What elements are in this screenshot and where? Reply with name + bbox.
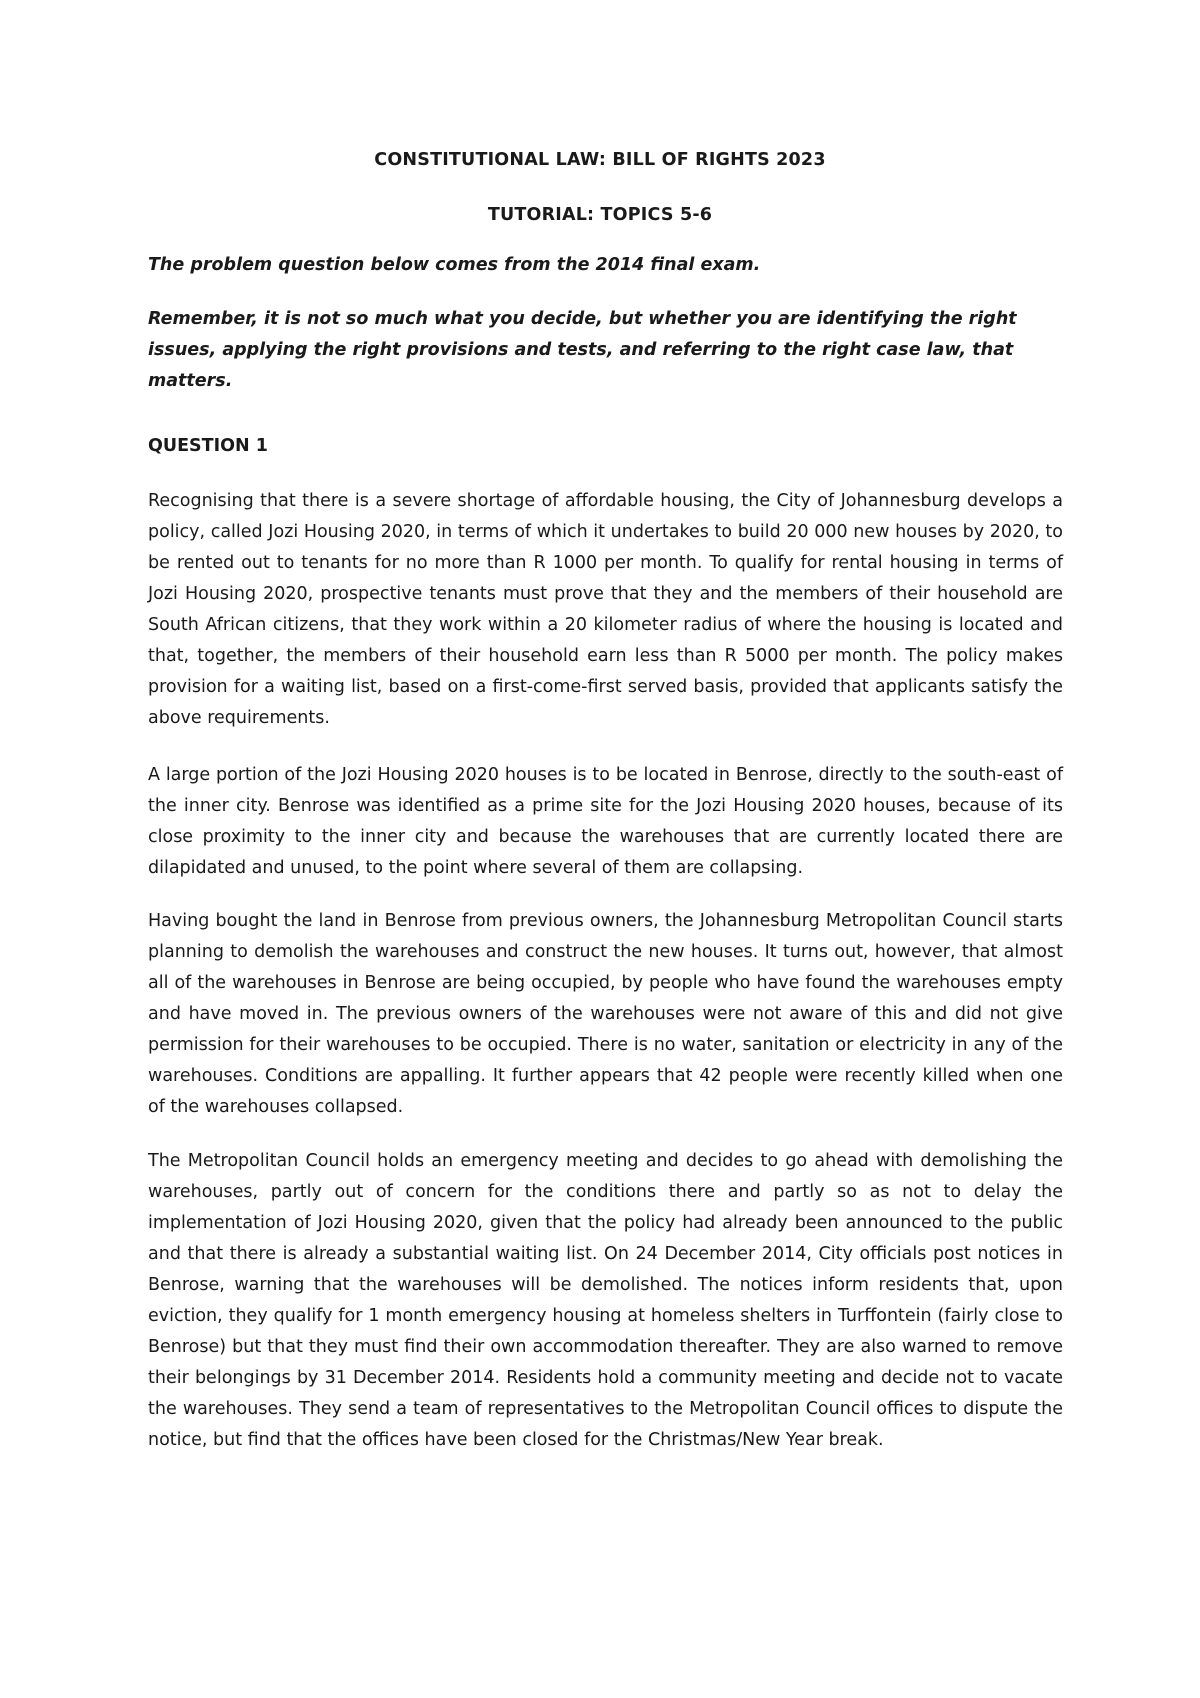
intro-note: The problem question below comes from the 2014 final exam. bbox=[148, 255, 761, 275]
question-paragraph-1: Recognising that there is a severe shortage of affordable housing, the City of Johannesburg develops a policy, called Jozi Housing 2020, in terms of which it undertakes to build 20 000 new houses by 2020, to be rented out to tenants for no more than R 1000 per month. To qualify for rental housing in terms of Jozi Housing 2020, prospective tenants must prove that they and the members of their household are South African citizens, that they work within a 20 kilometer radius of where the housing is located and that, together, the members of their household earn less than R 5000 per month. The policy makes provision for a waiting list, based on a first-come-first served basis, provided that applicants satisfy the above requirements. bbox=[148, 491, 1063, 728]
question-heading: QUESTION 1 bbox=[148, 436, 268, 456]
document-subtitle: TUTORIAL: TOPICS 5-6 bbox=[487, 205, 713, 225]
intro-reminder: Remember, it is not so much what you decide, but whether you are identifying the right issues, applying the right provisions and tests, and referring to the right case law, that matters. bbox=[148, 309, 1017, 391]
document-title: CONSTITUTIONAL LAW: BILL OF RIGHTS 2023 bbox=[374, 150, 826, 170]
question-paragraph-2: A large portion of the Jozi Housing 2020 houses is to be located in Benrose, directly to the south-east of the inner city. Benrose was identified as a prime site for the Jozi Housing 2020 houses, because of its close proximity to the inner city and because the warehouses that are currently located there are dilapidated and unused, to the point where several of them are collapsing. bbox=[148, 765, 1063, 878]
question-paragraph-4: The Metropolitan Council holds an emergency meeting and decides to go ahead with demolishing the warehouses, partly out of concern for the conditions there and partly so as not to delay the implementation of Jozi Housing 2020, given that the policy had already been announced to the public and that there is already a substantial waiting list. On 24 December 2014, City officials post notices in Benrose, warning that the warehouses will be demolished. The notices inform residents that, upon eviction, they qualify for 1 month emergency housing at homeless shelters in Turffontein (fairly close to Benrose) but that they must find their own accommodation thereafter. They are also warned to remove their belongings by 31 December 2014. Residents hold a community meeting and decide not to vacate the warehouses. They send a team of representatives to the Metropolitan Council offices to dispute the notice, but find that the offices have been closed for the Christmas/New Year break. bbox=[148, 1151, 1063, 1450]
question-paragraph-3: Having bought the land in Benrose from previous owners, the Johannesburg Metropolitan Council starts planning to demolish the warehouses and construct the new houses. It turns out, however, that almost all of the warehouses in Benrose are being occupied, by people who have found the warehouses empty and have moved in. The previous owners of the warehouses were not aware of this and did not give permission for their warehouses to be occupied. There is no water, sanitation or electricity in any of the warehouses. Conditions are appalling. It further appears that 42 people were recently killed when one of the warehouses collapsed. bbox=[148, 911, 1063, 1117]
